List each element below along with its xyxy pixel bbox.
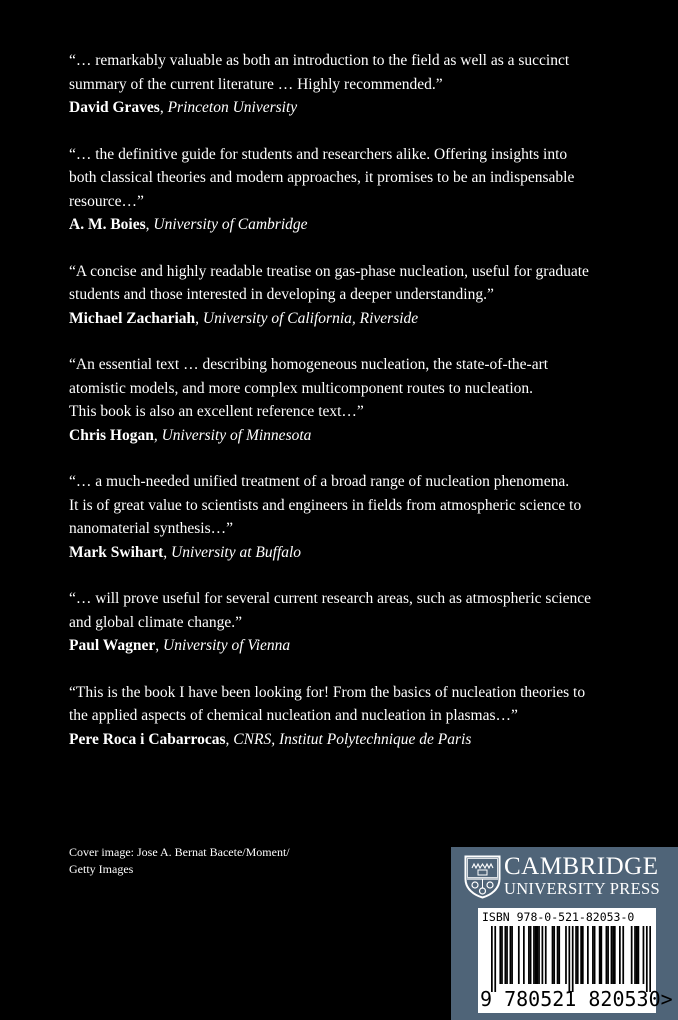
barcode-bar (494, 926, 496, 992)
barcode-bar (599, 926, 601, 984)
barcode-bar (607, 926, 609, 984)
barcode-bar (587, 926, 589, 984)
endorser-name: Michael Zachariah (69, 309, 196, 327)
endorsement (69, 49, 609, 120)
barcode-bar (649, 926, 651, 992)
isbn-digits: 9 780521 820530 (480, 987, 661, 1011)
barcode-bar (528, 926, 530, 984)
endorser-affiliation: Princeton University (167, 99, 298, 116)
barcode (491, 926, 651, 992)
barcode-bar (557, 926, 559, 984)
barcode-bar (506, 926, 508, 984)
endorsement (69, 587, 609, 658)
barcode-bar (622, 926, 624, 984)
barcode-bar (499, 926, 501, 984)
barcode-bar (538, 926, 540, 984)
endorser-affiliation: University of Minnesota (161, 426, 312, 444)
endorser-name: Pere Roca i Cabarrocas (69, 730, 226, 748)
endorsement-quote: “A concise and highly readable treatise on gas-phase nucleation, useful for graduate students and those interested in developing a deeper understanding.” (69, 262, 589, 303)
endorser-name: Chris Hogan (69, 426, 154, 444)
barcode-bar (491, 926, 493, 992)
endorser-name: David Graves (69, 99, 160, 116)
endorsement (69, 353, 609, 447)
barcode-bar (634, 926, 636, 984)
endorser-name: A. M. Boies (69, 216, 146, 233)
barcode-bar (614, 926, 616, 984)
barcode-bar (511, 926, 513, 984)
barcode-bar (575, 926, 577, 984)
barcode-bar (582, 926, 584, 984)
barcode-bar (542, 926, 544, 984)
barcode-bar (594, 926, 596, 984)
endorsement-quote: “… the definitive guide for students and researchers alike. Offering insights into both classical theories and modern approaches, it promises to be an indispensable resource…” (69, 145, 575, 210)
barcode-bar (533, 926, 535, 984)
endorser-affiliation: University at Buffalo (171, 543, 302, 561)
endorsement-quote: “This is the book I have been looking for! From the basics of nucleation theories to the applied aspects of chemical nucleation and nucleation in plasmas…” (69, 683, 586, 724)
endorsement-attribution: Paul Wagner, University of Vienna (69, 637, 291, 654)
barcode-bar (510, 926, 512, 984)
barcode-bar (523, 926, 525, 984)
barcode-bar (606, 926, 608, 984)
barcode-bar (631, 926, 633, 984)
endorser-affiliation: University of Vienna (163, 637, 291, 654)
endorser-affiliation: University of California, Riverside (202, 309, 419, 327)
publisher-panel (451, 847, 678, 1020)
endorsement-attribution: Pere Roca i Cabarrocas, CNRS, Institut Polytechnique de Paris (69, 730, 472, 748)
barcode-bar (535, 926, 537, 984)
barcode-bar (600, 926, 602, 984)
barcode-bar (553, 926, 555, 984)
barcode-bar (536, 926, 538, 984)
endorsement (69, 260, 609, 331)
isbn-barcode-digits (480, 988, 673, 1010)
barcode-bar (592, 926, 594, 984)
endorsement-quote: “… will prove useful for several current research areas, such as atmospheric science and global climate change.” (69, 590, 592, 631)
barcode-bar (572, 926, 574, 992)
barcode-bar (643, 926, 645, 984)
barcode-bar (611, 926, 613, 984)
barcode-bar (612, 926, 614, 984)
barcode-bar (504, 926, 506, 984)
isbn-label: ISBN 978-0-521-82053-0 (482, 910, 635, 924)
publisher-subtitle: UNIVERSITY PRESS (504, 879, 660, 898)
endorsements (69, 49, 609, 751)
endorsement (69, 470, 609, 564)
isbn-barcode-block (478, 908, 673, 1013)
endorser-name: Mark Swihart (69, 543, 164, 561)
barcode-bar (619, 926, 621, 984)
quiet-zone-mark: > (660, 987, 673, 1011)
barcode-bar (568, 926, 570, 992)
endorser-name: Paul Wagner (69, 637, 156, 654)
barcode-bar (580, 926, 582, 984)
endorsement-quote: “… remarkably valuable as both an introduction to the field as well as a succinct summary of the current literature … Highly recommended.” (69, 52, 570, 93)
publisher-name: CAMBRIDGE (504, 853, 659, 880)
endorser-affiliation: CNRS, Institut Polytechnique de Paris (233, 730, 472, 748)
barcode-bar (638, 926, 640, 984)
barcode-bar (501, 926, 503, 984)
endorser-affiliation: University of Cambridge (153, 216, 308, 233)
barcode-bar (636, 926, 638, 984)
barcode-bar (530, 926, 532, 984)
cambridge-crest-icon (464, 855, 501, 899)
endorsement-attribution: Mark Swihart, University at Buffalo (69, 543, 302, 561)
barcode-bar (565, 926, 567, 984)
endorsement-attribution: Chris Hogan, University of Minnesota (69, 426, 312, 444)
endorsement-quote: “An essential text … describing homogeneous nucleation, the state-of-the-art atomistic models, and more complex multicomponent routes to nucleation. This book is also an excellent reference text…” (69, 356, 549, 420)
barcode-bar (518, 926, 520, 984)
endorsement-attribution: A. M. Boies, University of Cambridge (69, 216, 308, 233)
endorsement-attribution: Michael Zachariah, University of California, Riverside (69, 309, 419, 327)
barcode-bar (552, 926, 554, 984)
barcode-bar (577, 926, 579, 984)
cover-image-credit: Cover image: Jose A. Bernat Bacete/Moment/ Getty Images (69, 845, 290, 876)
endorsement-quote: “… a much-needed unified treatment of a broad range of nucleation phenomena. It is of great value to scientists and engineers in fields from atmospheric science to nanomaterial synthesis…” (69, 473, 582, 537)
endorsement-attribution: David Graves, Princeton University (69, 99, 298, 116)
barcode-bar (558, 926, 560, 984)
endorsement (69, 681, 609, 752)
barcode-bar (545, 926, 547, 984)
endorsement (69, 143, 609, 237)
barcode-bar (646, 926, 648, 992)
